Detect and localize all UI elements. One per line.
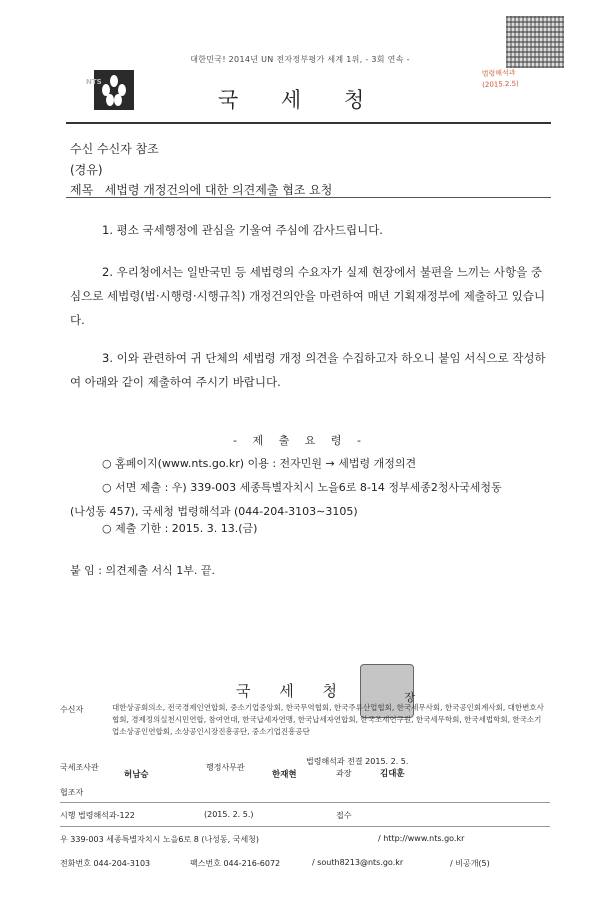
paragraph-2: 2. 우리청에서는 일반국민 등 세법령의 수요자가 실제 현장에서 불편을 느끼는 사항을 중심으로 세법령(법·시행령·시행규칙) 개정건의안을 마련하여 매년 기획재정부에 제출하고 있습니다. [70,265,546,327]
subject-text: 세법령 개정건의에 대한 의견제출 협조 요청 [104,183,333,197]
slogan: 대한민국! 2014년 UN 전자정부평가 세계 1위, - 3회 연속 - [190,55,410,64]
seal-char: 장 [404,691,415,704]
subject-line [70,181,332,198]
document-date: (2015. 2. 5.) [204,810,254,819]
recipients-list: 대한상공회의소, 전국경제인연합회, 중소기업중앙회, 한국무역협회, 한국주류산업협회, 한국세무사회, 한국공인회계사회, 대한변호사협회, 경제정의실천시민연합, 참여연대, 한국납세자연맹, 한국납세자연합회, 한국조세연구원, 한국세무학회, 한국세법학회, 한국소기업소상공인연합회, 소상공인시장진흥공단, 중소기업진흥공단 [112,703,544,736]
logo-text: NTS [86,78,102,86]
recipient-line: 수신 수신자 참조 [70,142,159,156]
section-title: - 제 출 요 령 - [233,434,367,447]
role-admin: 행정사무관 [206,763,245,772]
cooperator-label: 협조자 [60,788,84,797]
via-line: (경유) [70,163,103,177]
signing-organization: 국 세 청 [236,682,350,700]
decision-date: 법령해석과 전결 2015. 2. 5. [306,757,409,766]
header-divider [66,122,551,124]
attachment-line: 붙 임 : 의견제출 서식 1부. 끝. [70,564,215,577]
footer-divider-2 [60,826,550,827]
role-director: 과장 [336,769,352,778]
recipients-label: 수신자 [60,705,84,714]
paragraph-1: 1. 평소 국세행정에 관심을 기울여 주심에 감사드립니다. [102,223,383,237]
receipt-label: 접수 [336,811,352,820]
organization-title: 국 세 청 [217,88,383,112]
document-number: 시행 법령해석과-122 [60,811,135,820]
role-officer: 국세조사관 [60,763,99,772]
subject-divider [66,197,551,198]
name-officer: 허남승 [124,770,149,780]
name-director: 김대훈 [380,769,405,779]
qr-code-icon [506,16,564,68]
subject-label: 제목 [70,183,94,197]
received-stamp: 법령해석과 (2015.2.5) [481,68,519,89]
fax-number: 팩스번호 044-216-6072 [190,859,281,868]
paragraph-3: 3. 이와 관련하여 귀 단체의 세법령 개정 의견을 수집하고자 하오니 붙임 서식으로 작성하여 아래와 같이 제출하여 주시기 바랍니다. [70,351,546,389]
postal-address: 우 339-003 세종특별자치시 노을6로 8 (나성동, 국세청) [60,835,260,844]
name-admin: 한재현 [272,770,297,780]
phone-number: 전화번호 044-204-3103 [60,859,151,868]
submission-item-mail: ○ 서면 제출 : 우) 339-003 세종특별자치시 노을6로 8-14 정부세종2청사국세청동 [102,481,502,494]
disclosure-status: / 비공개(5) [450,859,490,868]
submission-item-web: ○ 홈페이지(www.nts.go.kr) 이용 : 전자민원 → 세법령 개정의견 [102,457,417,470]
website-link[interactable]: / http://www.nts.go.kr [378,834,465,843]
email-address[interactable]: / south8213@nts.go.kr [312,858,404,867]
footer-divider-1 [60,802,550,803]
submission-item-deadline: ○ 제출 기한 : 2015. 3. 13.(금) [102,522,258,535]
submission-item-mail-cont: (나성동 457), 국세청 법령해석과 (044-204-3103∼3105) [70,505,358,518]
